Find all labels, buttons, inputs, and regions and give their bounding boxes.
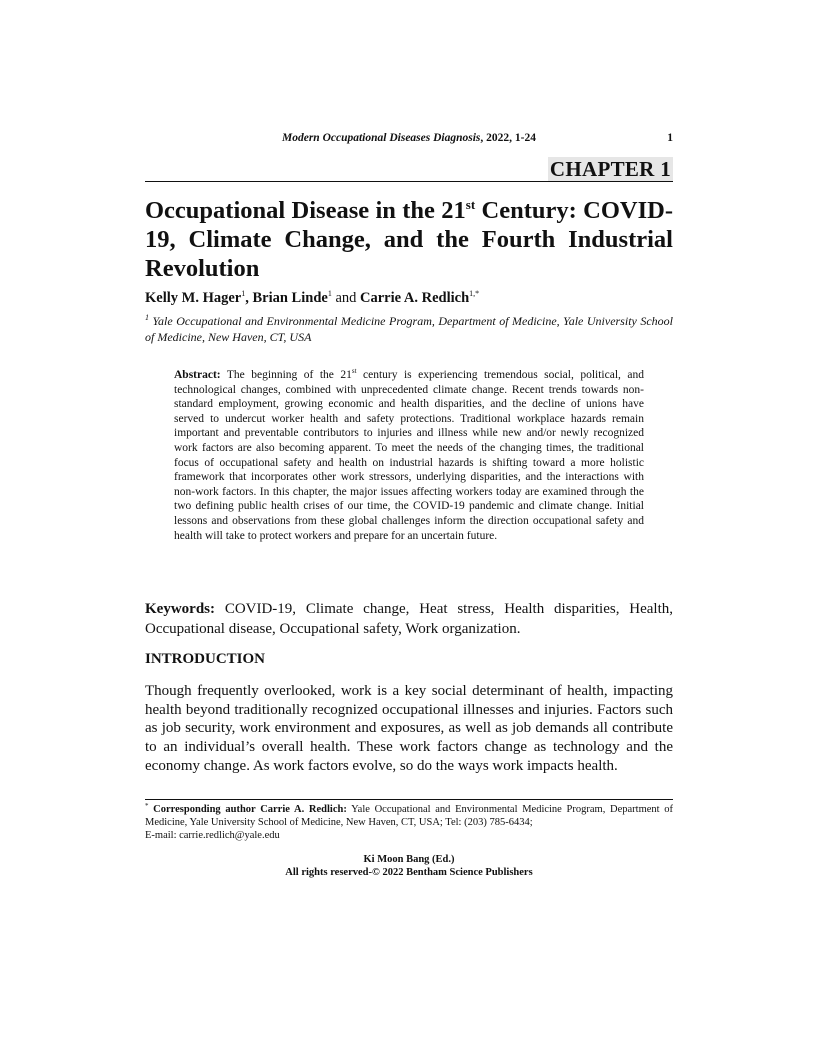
affiliation-text: Yale Occupational and Environmental Medicine Program, Department of Medicine, Yale University School of Medicine, New Haven, CT, USA <box>145 314 673 344</box>
footnote-email: E-mail: carrie.redlich@yale.edu <box>145 830 280 841</box>
title-superscript: st <box>465 197 476 212</box>
introduction-paragraph: Though frequently overlooked, work is a key social determinant of health, impacting health beyond traditionally recognized occupational illnesses and injuries. Factors such as job security, work environment and exposures, as well as job demands all contribute to an individual’s overall health. These work factors change as technology and the economy change. As work factors evolve, so do the ways work impacts health. <box>145 683 673 774</box>
abstract-label: Abstract: <box>174 369 221 381</box>
rights-line: All rights reserved-© 2022 Bentham Science Publishers <box>285 867 533 878</box>
author-affiliation-mark: 1,* <box>469 289 480 298</box>
running-head <box>145 132 673 148</box>
chapter-title <box>145 196 673 283</box>
author-name: Kelly M. Hager <box>145 290 242 306</box>
author-affiliation-mark: 1 <box>327 289 332 298</box>
chapter-label: CHAPTER 1 <box>549 157 671 181</box>
affiliation-marker: 1 <box>145 313 149 322</box>
author-conjunction: and <box>331 290 361 306</box>
author-name: Carrie A. Redlich <box>360 290 470 306</box>
chapter-rule <box>145 181 673 182</box>
journal-citation <box>145 132 673 144</box>
author-list <box>145 289 673 307</box>
abstract-text-rest: century is experiencing tremendous social, political, and technological changes, combined with unprecedented climate change. Recent trends towards non-standard employment, growing economic and health disparities, and the decline of unions have served to undercut worker health and safety protections. Traditional workplace hazards remain important and preventable contributors to injuries and illness while new and/or newly recognized work factors are also becoming apparent. To meet the needs of the changing times, the traditional focus of occupational safety and health on industrial hazards is shifting toward a more holistic framework that incorporates other work stressors, underlying disparities, and the interactions with non-work factors. In this chapter, the major issues affecting workers today are examined through the two defining public health crises of our time, the COVID-19 pandemic and climate change. Initial lessons and observations from these global challenges inform the direction occupational safety and health will take to protect workers and prepare for an uncertain future. <box>174 369 644 542</box>
section-heading-introduction: INTRODUCTION <box>145 651 266 667</box>
footnote-text: Yale Occupational and Environmental Medicine Program, Department of Medicine, Yale University School of Medicine, New Haven, CT, USA; Tel: (203) 785-6434; <box>145 804 673 828</box>
footnote-label: Corresponding author Carrie A. Redlich: <box>148 804 347 815</box>
journal-year-pages: , 2022, 1-24 <box>480 132 536 144</box>
affiliation <box>145 313 673 345</box>
publisher-credits <box>145 853 673 879</box>
title-part-2: Century: COVID-19, Climate Change, and the Fourth Industrial Revolution <box>145 197 673 282</box>
abstract <box>174 368 644 543</box>
keywords-label: Keywords: <box>145 601 215 617</box>
keywords <box>145 600 673 639</box>
abstract-superscript: st <box>351 367 357 375</box>
footnote-marker: * <box>145 802 149 810</box>
author-name: Brian Linde <box>252 290 328 306</box>
keywords-text: COVID-19, Climate change, Heat stress, Health disparities, Health, Occupational disease, Occupational safety, Work organization. <box>145 601 673 637</box>
author-separator: , <box>245 290 253 306</box>
journal-title: Modern Occupational Diseases Diagnosis <box>282 132 481 144</box>
title-part-1: Occupational Disease in the 21 <box>145 197 466 224</box>
page-number: 1 <box>667 132 673 144</box>
abstract-text-start: The beginning of the 21 <box>220 369 352 381</box>
editor-line: Ki Moon Bang (Ed.) <box>363 854 455 865</box>
footnote <box>145 803 673 842</box>
footnote-rule <box>145 799 673 800</box>
author-affiliation-mark: 1 <box>241 289 246 298</box>
